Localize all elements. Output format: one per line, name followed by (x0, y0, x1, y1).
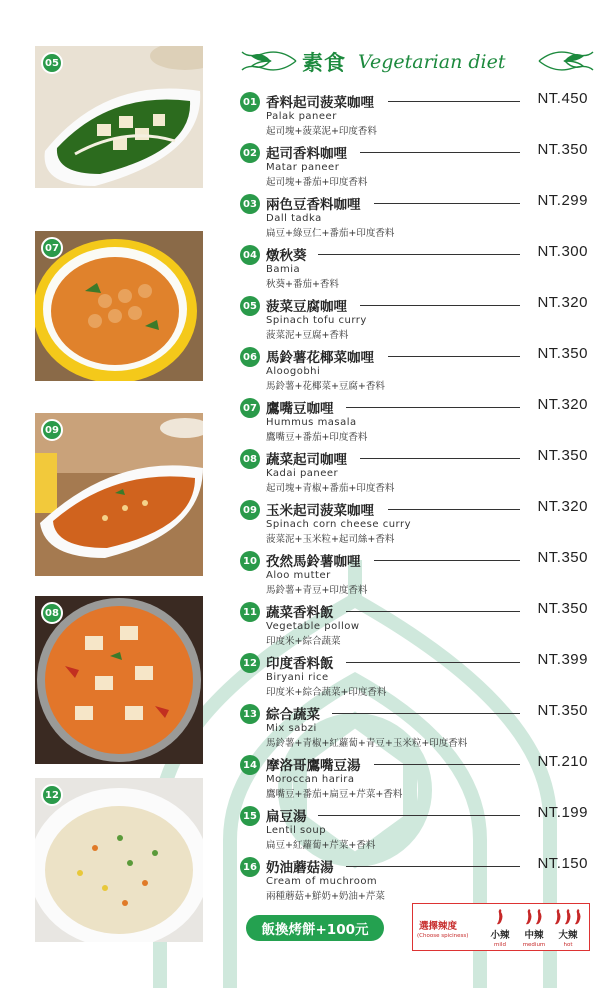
item-number: 16 (240, 857, 260, 877)
item-ingredients: 菠菜泥+豆腐+香料 (266, 330, 349, 341)
item-name-en: Mix sabzi (266, 723, 317, 734)
item-name-zh: 燉秋葵 (266, 248, 307, 264)
item-name-en: Moroccan harira (266, 774, 355, 785)
menu-item (238, 447, 590, 497)
item-number: 10 (240, 551, 260, 571)
item-price: NT.320 (537, 498, 588, 515)
chili-pepper-icon (573, 908, 583, 926)
food-photo-12 (35, 778, 203, 942)
spice-level-hot (551, 908, 585, 948)
item-name-en: Spinach corn cheese curry (266, 519, 412, 530)
item-price: NT.320 (537, 396, 588, 413)
item-name-en: Bamia (266, 264, 301, 275)
title-chinese: 素食 (302, 51, 346, 75)
item-number: 13 (240, 704, 260, 724)
item-number: 11 (240, 602, 260, 622)
item-price: NT.350 (537, 447, 588, 464)
spice-level-english: hot (563, 942, 573, 948)
chili-pepper-icon (495, 908, 505, 926)
item-number: 07 (240, 398, 260, 418)
dotted-leader (346, 866, 520, 867)
item-number: 06 (240, 347, 260, 367)
item-price: NT.350 (537, 549, 588, 566)
dotted-leader (346, 611, 520, 612)
item-price: NT.399 (537, 651, 588, 668)
dotted-leader (318, 254, 520, 255)
item-number: 03 (240, 194, 260, 214)
item-price: NT.210 (537, 753, 588, 770)
item-name-zh: 蔬菜香料飯 (266, 605, 334, 621)
spiciness-legend (412, 903, 590, 951)
item-ingredients: 鷹嘴豆+番茄+扁豆+芹菜+香料 (266, 789, 403, 800)
item-name-zh: 綜合蔬菜 (266, 707, 320, 723)
menu-item (238, 294, 590, 344)
photo-badge: 07 (41, 237, 63, 259)
item-name-zh: 扁豆湯 (266, 809, 307, 825)
menu-item (238, 345, 590, 395)
chili-pepper-icon (563, 908, 573, 926)
menu-header (240, 44, 595, 78)
dotted-leader (346, 662, 520, 663)
dotted-leader (388, 356, 520, 357)
item-number: 01 (240, 92, 260, 112)
item-name-zh: 奶油蘑菇湯 (266, 860, 334, 876)
item-price: NT.450 (537, 90, 588, 107)
dotted-leader (346, 407, 520, 408)
item-price: NT.150 (537, 855, 588, 872)
spiciness-subtitle: (Choose spiciness) (417, 933, 469, 939)
item-name-en: Matar paneer (266, 162, 340, 173)
item-price: NT.199 (537, 804, 588, 821)
menu-item (238, 192, 590, 242)
dotted-leader (388, 509, 520, 510)
item-name-zh: 玉米起司菠菜咖哩 (266, 503, 374, 519)
item-name-zh: 鷹嘴豆咖哩 (266, 401, 334, 417)
photo-badge: 12 (41, 784, 63, 806)
item-name-en: Lentil soup (266, 825, 327, 836)
menu-item (238, 396, 590, 446)
food-photo-05 (35, 46, 203, 188)
dotted-leader (388, 101, 520, 102)
item-ingredients: 起司塊+番茄+印度香料 (266, 177, 368, 188)
dotted-leader (332, 713, 520, 714)
item-price: NT.300 (537, 243, 588, 260)
photo-badge: 08 (41, 602, 63, 624)
item-ingredients: 馬鈴薯+青豆+印度香料 (266, 585, 368, 596)
item-number: 02 (240, 143, 260, 163)
menu-item (238, 549, 590, 599)
item-name-en: Aloo mutter (266, 570, 331, 581)
spice-level-label: 中辣 (524, 930, 544, 941)
item-number: 04 (240, 245, 260, 265)
item-ingredients: 秋葵+番茄+香料 (266, 279, 339, 290)
item-name-zh: 蔬菜起司咖哩 (266, 452, 347, 468)
chili-pepper-icon (553, 908, 563, 926)
item-name-en: Biryani rice (266, 672, 329, 683)
photo-badge: 09 (41, 419, 63, 441)
naan-swap-badge: 飯換烤餅+100元 (246, 915, 384, 941)
item-price: NT.350 (537, 600, 588, 617)
dotted-leader (360, 458, 520, 459)
item-name-zh: 馬鈴薯花椰菜咖哩 (266, 350, 374, 366)
item-name-en: Aloogobhi (266, 366, 321, 377)
menu-item (238, 855, 590, 905)
item-name-en: Kadai paneer (266, 468, 339, 479)
menu-item (238, 651, 590, 701)
item-ingredients: 起司塊+菠菜泥+印度香料 (266, 126, 377, 137)
item-ingredients: 鷹嘴豆+番茄+印度香料 (266, 432, 368, 443)
title-english: Vegetarian diet (358, 51, 506, 73)
item-price: NT.350 (537, 345, 588, 362)
food-photo-07 (35, 231, 203, 381)
item-number: 05 (240, 296, 260, 316)
menu-item (238, 498, 590, 548)
spice-level-label: 大辣 (558, 930, 578, 941)
item-name-zh: 香料起司菠菜咖哩 (266, 95, 374, 111)
item-name-en: Spinach tofu curry (266, 315, 367, 326)
item-ingredients: 扁豆+綠豆仁+番茄+印度香料 (266, 228, 395, 239)
item-number: 08 (240, 449, 260, 469)
dotted-leader (374, 203, 520, 204)
item-number: 15 (240, 806, 260, 826)
item-name-zh: 摩洛哥鷹嘴豆湯 (266, 758, 361, 774)
menu-item (238, 702, 590, 752)
menu-item (238, 804, 590, 854)
item-number: 09 (240, 500, 260, 520)
item-name-en: Hummus masala (266, 417, 357, 428)
dotted-leader (374, 764, 520, 765)
item-price: NT.350 (537, 141, 588, 158)
chili-pepper-icon (524, 908, 534, 926)
spiciness-title: 選擇辣度 (419, 921, 458, 932)
item-name-zh: 孜然馬鈴薯咖哩 (266, 554, 361, 570)
dotted-leader (360, 305, 520, 306)
menu-item (238, 90, 590, 140)
item-ingredients: 起司塊+青椒+番茄+印度香料 (266, 483, 395, 494)
item-name-en: Dall tadka (266, 213, 322, 224)
item-name-en: Cream of muchroom (266, 876, 378, 887)
spice-level-mild (483, 908, 517, 948)
item-name-zh: 兩色豆香料咖哩 (266, 197, 361, 213)
item-name-en: Vegetable pollow (266, 621, 360, 632)
item-number: 14 (240, 755, 260, 775)
menu-item (238, 243, 590, 293)
item-ingredients: 扁豆+紅蘿蔔+芹菜+香料 (266, 840, 376, 851)
item-ingredients: 印度米+綜合蔬菜 (266, 636, 341, 647)
item-ingredients: 印度米+綜合蔬菜+印度香料 (266, 687, 387, 698)
dotted-leader (360, 152, 520, 153)
item-ingredients: 菠菜泥+玉米粒+起司絲+香料 (266, 534, 395, 545)
item-number: 12 (240, 653, 260, 673)
item-name-zh: 印度香料飯 (266, 656, 334, 672)
item-ingredients: 馬鈴薯+花椰菜+豆腐+香料 (266, 381, 385, 392)
spice-level-medium (517, 908, 551, 948)
item-price: NT.320 (537, 294, 588, 311)
item-ingredients: 兩種蘑菇+鮮奶+奶油+芹菜 (266, 891, 385, 902)
chili-pepper-icon (534, 908, 544, 926)
item-name-zh: 菠菜豆腐咖哩 (266, 299, 347, 315)
food-photo-09 (35, 413, 203, 576)
dotted-leader (374, 560, 520, 561)
dotted-leader (318, 815, 520, 816)
left-leaf-ornament-icon (240, 44, 298, 78)
right-leaf-ornament-icon (537, 44, 595, 78)
spice-level-english: medium (522, 942, 546, 948)
item-name-zh: 起司香料咖哩 (266, 146, 347, 162)
spice-level-label: 小辣 (490, 930, 510, 941)
menu-item (238, 600, 590, 650)
menu-item (238, 753, 590, 803)
photo-badge: 05 (41, 52, 63, 74)
food-photo-08 (35, 596, 203, 764)
item-name-en: Palak paneer (266, 111, 337, 122)
menu-item (238, 141, 590, 191)
item-ingredients: 馬鈴薯+青椒+紅蘿蔔+青豆+玉米粒+印度香料 (266, 738, 468, 749)
item-price: NT.350 (537, 702, 588, 719)
item-price: NT.299 (537, 192, 588, 209)
spice-level-english: mild (494, 942, 506, 948)
